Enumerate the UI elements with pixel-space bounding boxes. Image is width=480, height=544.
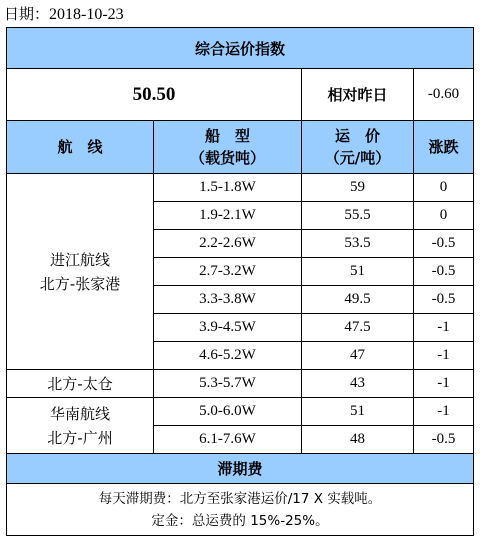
route-line1: 进江航线 xyxy=(49,250,110,269)
demurrage-notes-row xyxy=(7,484,474,536)
col-header-ship-type xyxy=(154,121,302,174)
date-value: 2018-10-23 xyxy=(49,6,124,23)
demurrage-header-row xyxy=(7,454,474,484)
ship-type-cell: 6.1-7.6W xyxy=(154,426,302,454)
change-cell: -0.5 xyxy=(414,426,474,454)
date-line xyxy=(4,4,124,24)
change-cell: -0.5 xyxy=(414,286,474,314)
col-header-change: 涨跌 xyxy=(414,121,474,174)
demurrage-note-deposit: 定金：总运费的 15%-25%。 xyxy=(151,512,329,529)
route-cell xyxy=(7,398,154,454)
change-cell: -0.5 xyxy=(414,230,474,258)
title-row xyxy=(7,28,474,69)
table-row xyxy=(7,174,474,202)
price-cell: 43 xyxy=(302,370,414,398)
demurrage-title: 滞期费 xyxy=(7,454,474,484)
index-value: 50.50 xyxy=(7,69,302,121)
price-cell: 53.5 xyxy=(302,230,414,258)
column-header-row xyxy=(7,121,474,174)
index-row xyxy=(7,69,474,121)
index-change-value: -0.60 xyxy=(414,69,474,121)
price-cell: 49.5 xyxy=(302,286,414,314)
change-cell: -1 xyxy=(414,370,474,398)
route-line1: 北方-太仓 xyxy=(47,374,113,393)
price-cell: 47.5 xyxy=(302,314,414,342)
col-header-freight xyxy=(302,121,414,174)
ship-type-cell: 1.5-1.8W xyxy=(154,174,302,202)
col-header-freight-line1: 运 价 xyxy=(334,127,380,145)
price-cell: 47 xyxy=(302,342,414,370)
change-cell: -0.5 xyxy=(414,258,474,286)
col-header-route: 航 线 xyxy=(7,121,154,174)
ship-type-cell: 1.9-2.1W xyxy=(154,202,302,230)
demurrage-note-daily: 每天滞期费：北方至张家港运价/17 X 实载吨。 xyxy=(98,490,382,507)
ship-type-cell: 3.3-3.8W xyxy=(154,286,302,314)
price-cell: 51 xyxy=(302,258,414,286)
table-row xyxy=(7,398,474,426)
ship-type-cell: 5.3-5.7W xyxy=(154,370,302,398)
table-title: 综合运价指数 xyxy=(7,28,474,69)
route-line2: 北方-广州 xyxy=(47,428,113,447)
price-cell: 59 xyxy=(302,174,414,202)
price-cell: 48 xyxy=(302,426,414,454)
price-cell: 51 xyxy=(302,398,414,426)
change-cell: -1 xyxy=(414,398,474,426)
col-header-freight-line2: （元/吨） xyxy=(324,149,391,167)
route-cell xyxy=(7,370,154,398)
col-header-ship-type-line1: 船 型 xyxy=(204,127,250,145)
freight-index-table xyxy=(6,27,474,536)
ship-type-cell: 3.9-4.5W xyxy=(154,314,302,342)
change-cell: 0 xyxy=(414,174,474,202)
price-cell: 55.5 xyxy=(302,202,414,230)
route-cell xyxy=(7,174,154,370)
change-cell: -1 xyxy=(414,342,474,370)
change-label: 相对昨日 xyxy=(302,69,414,121)
ship-type-cell: 2.7-3.2W xyxy=(154,258,302,286)
ship-type-cell: 5.0-6.0W xyxy=(154,398,302,426)
ship-type-cell: 4.6-5.2W xyxy=(154,342,302,370)
demurrage-notes xyxy=(7,484,474,536)
ship-type-cell: 2.2-2.6W xyxy=(154,230,302,258)
col-header-ship-type-line2: （载货吨） xyxy=(189,149,265,167)
change-cell: 0 xyxy=(414,202,474,230)
change-cell: -1 xyxy=(414,314,474,342)
date-label: 日期： xyxy=(4,5,50,23)
route-line2: 北方-张家港 xyxy=(39,274,121,293)
route-line1: 华南航线 xyxy=(49,404,110,423)
table-row xyxy=(7,370,474,398)
